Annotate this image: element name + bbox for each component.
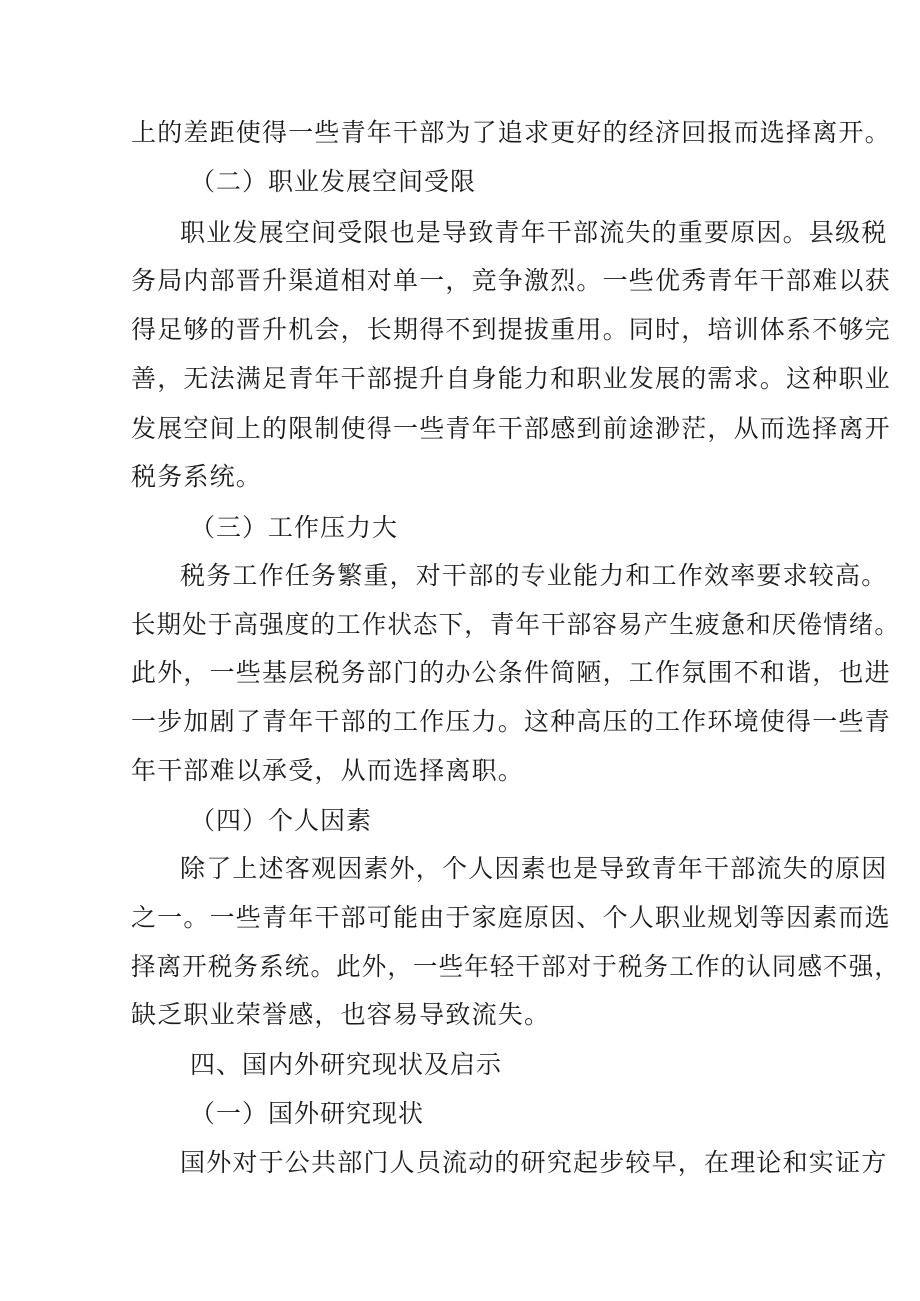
paragraph-line: 职业发展空间受限也是导致青年干部流失的重要原因。县级税 <box>180 218 888 247</box>
paragraph-line: 得足够的晋升机会，长期得不到提拔重用。同时，培训体系不够完 <box>131 315 891 344</box>
paragraph-line: 税务工作任务繁重，对干部的专业能力和工作效率要求较高。 <box>180 561 888 590</box>
section-heading: （一）国外研究现状 <box>190 1099 425 1128</box>
chapter-heading: 四、国内外研究现状及启示 <box>190 1050 503 1079</box>
paragraph-line: 一步加剧了青年干部的工作压力。这种高压的工作环境使得一些青 <box>131 707 891 736</box>
paragraph-line: 除了上述客观因素外，个人因素也是导致青年干部流失的原因 <box>180 854 888 883</box>
paragraph-line: 年干部难以承受，从而选择离职。 <box>131 756 525 785</box>
paragraph-line: 上的差距使得一些青年干部为了追求更好的经济回报而选择离开。 <box>131 118 891 147</box>
paragraph-line: 缺乏职业荣誉感，也容易导致流失。 <box>131 1000 551 1029</box>
paragraph-line: 长期处于高强度的工作状态下，青年干部容易产生疲惫和厌倦情绪。 <box>131 610 901 639</box>
paragraph-line: 发展空间上的限制使得一些青年干部感到前途渺茫，从而选择离开 <box>131 414 891 443</box>
section-heading: （二）职业发展空间受限 <box>190 167 477 196</box>
paragraph-line: 务局内部晋升渠道相对单一，竞争激烈。一些优秀青年干部难以获 <box>131 266 891 295</box>
section-heading: （四）个人因素 <box>190 806 373 835</box>
paragraph-line: 国外对于公共部门人员流动的研究起步较早，在理论和实证方 <box>180 1148 888 1177</box>
paragraph-line: 此外，一些基层税务部门的办公条件简陋，工作氛围不和谐，也进 <box>131 658 891 687</box>
paragraph-line: 择离开税务系统。此外，一些年轻干部对于税务工作的认同感不强， <box>131 952 901 981</box>
paragraph-line: 税务系统。 <box>131 462 263 491</box>
paragraph-line: 善，无法满足青年干部提升自身能力和职业发展的需求。这种职业 <box>131 364 891 393</box>
paragraph-line: 之一。一些青年干部可能由于家庭原因、个人职业规划等因素而选 <box>131 903 891 932</box>
section-heading: （三）工作压力大 <box>190 513 399 542</box>
